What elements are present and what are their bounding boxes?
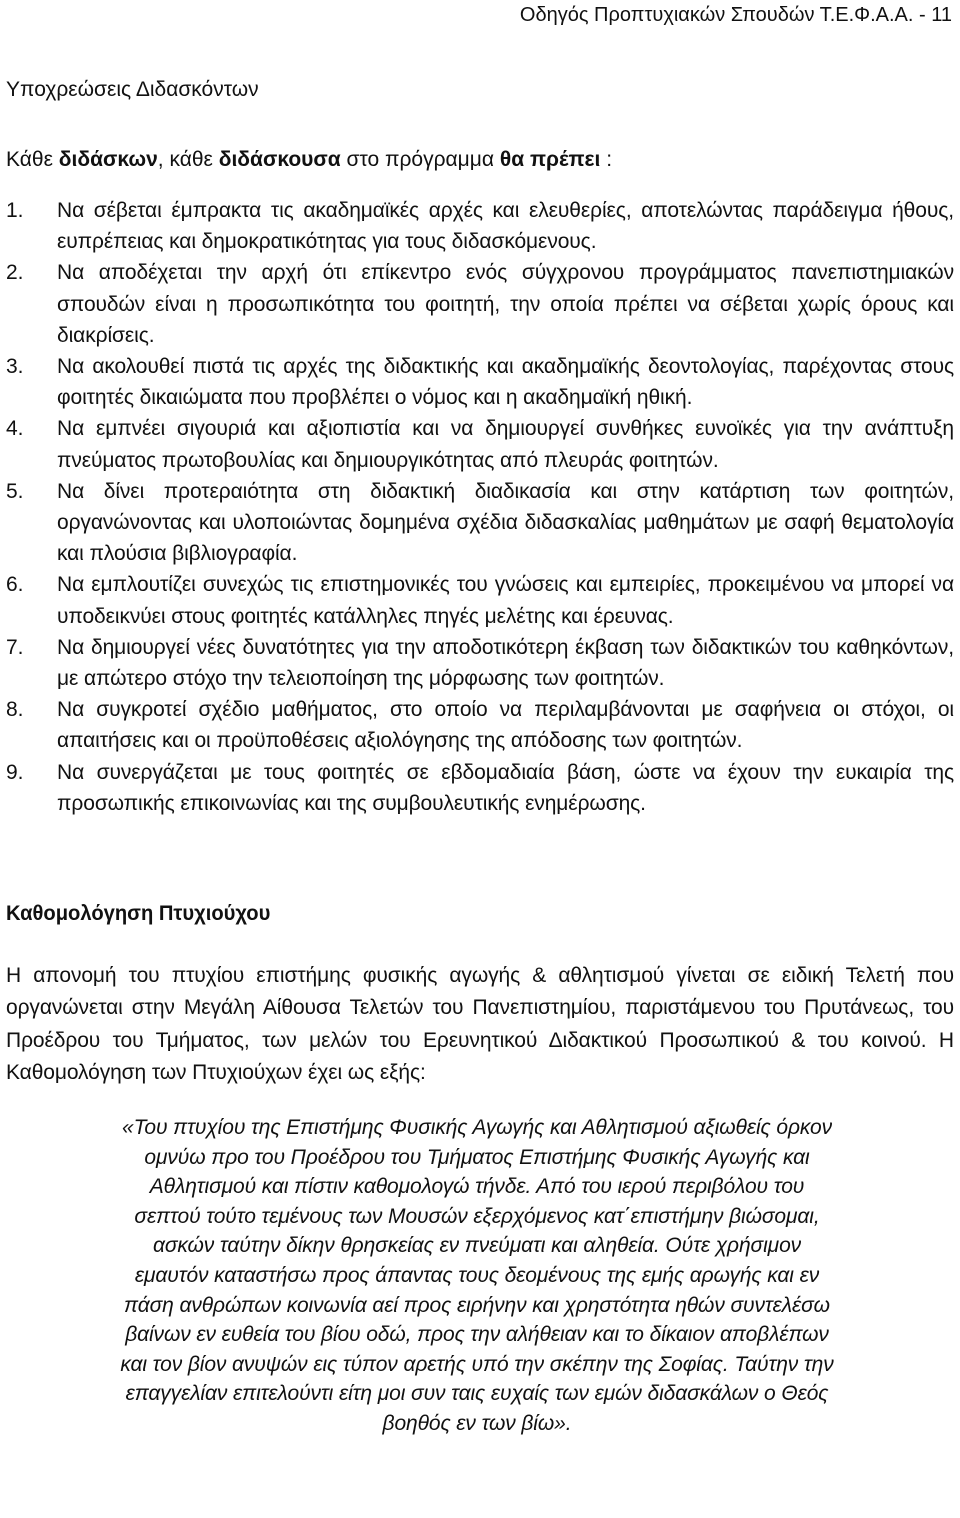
list-item	[6, 351, 954, 413]
intro-bold-3: θα πρέπει	[499, 148, 601, 171]
item-number: 6.	[6, 573, 24, 597]
item-text: Να δίνει προτεραιότητα στη διδακτική διαδικασία και στην κατάρτιση των φοιτητών, οργανώνοντας και υλοποιώντας δομημένα σχέδια διδασκαλίας μαθημάτων με σαφή θεματολογία και πλούσια βιβλιογραφία.	[57, 479, 954, 566]
list-item	[6, 195, 954, 257]
item-text: Να αποδέχεται την αρχή ότι επίκεντρο ενός σύγχρονου προγράμματος πανεπιστημιακών σπουδών είναι η προσωπικότητα του φοιτητή, την οποία πρέπει να σέβεται χωρίς όρους και διακρίσεις.	[57, 261, 954, 347]
running-header: Οδηγός Προπτυχιακών Σπουδών Τ.Ε.Φ.Α.Α. - 11	[519, 4, 952, 26]
item-number: 8.	[6, 698, 24, 722]
item-text: Να ακολουθεί πιστά τις αρχές της διδακτικής και ακαδημαϊκής δεοντολογίας, παρέχοντας στους φοιτητές δικαιώματα που προβλέπει ο νόμος και η ακαδημαϊκή ηθική.	[57, 355, 954, 410]
item-number: 3.	[6, 355, 24, 379]
list-item	[6, 632, 954, 694]
intro-text-4: :	[600, 148, 613, 171]
item-text: Να εμπλουτίζει συνεχώς τις επιστημονικές του γνώσεις και εμπειρίες, προκειμένου να μπορεί να υποδεικνύει στους φοιτητές κατάλληλες πηγές μελέτης και έρευνας.	[57, 573, 954, 628]
intro-bold-1: διδάσκων	[58, 148, 158, 171]
oath-quote: «Του πτυχίου της Επιστήμης Φυσικής Αγωγής και Αθλητισμού αξιωθείς όρκον ομνύω προ του Προέδρου του Τμήματος Επιστήμης Φυσικής Αγωγής και Αθλητισμού και πίστιν καθομολογώ τήνδε. Από του ιερού περιβόλου του σεπτού τούτο τεμένους των Μουσών εξερχόμενος κατ΄επιστήμην βιώσομαι, ασκών ταύτην δίκην θρησκείας εν πνεύματι και αληθεία. Ούτε χρήσιμον εμαυτόν καταστήσω προς άπαντας τους δεομένους της εμής αρωγής και εν πάση ανθρώπων κοινωνία αεί προς ειρήνην και χρηστότητα ηθών συντελέσω βαίνων εν ευθεία του βίου οδώ, προς την αλήθειαν και το δίκαιον αποβλέπων και τον βίον ανυψών εις τύπον αρετής υπό την σκέπην της Σοφίας. Ταύτην την επαγγελίαν επιτελούντι είτη μοι συν ταις ευχαίς των εμών διδασκάλων ο Θεός βοηθός εν των βίω».	[120, 1116, 834, 1435]
list-item	[6, 569, 954, 631]
item-text: Να σέβεται έμπρακτα τις ακαδημαϊκές αρχές και ελευθερίες, αποτελώντας παράδειγμα ήθους, ευπρέπειας και δημοκρατικότητας για τους διδασκόμενους.	[57, 199, 954, 254]
item-number: 5.	[6, 479, 24, 503]
item-number: 2.	[6, 261, 24, 285]
item-number: 1.	[6, 199, 24, 222]
list-item	[6, 757, 954, 819]
obligations-heading: Υποχρεώσεις Διδασκόντων	[6, 78, 259, 101]
item-text: Να εμπνέει σιγουριά και αξιοπιστία και να δημιουργεί συνθήκες ευνοϊκές για την ανάπτυξη πνεύματος πρωτοβουλίας και δημιουργικότητας από πλευράς φοιτητών.	[57, 417, 954, 472]
item-text: Να συγκροτεί σχέδιο μαθήματος, στο οποίο να περιλαμβάνονται με σαφήνεια οι στόχοι, οι απαιτήσεις και οι προϋποθέσεις αξιολόγησης της απόδοσης των φοιτητών.	[57, 698, 954, 753]
graduation-heading: Καθομολόγηση Πτυχιούχου	[6, 902, 271, 925]
list-item	[6, 257, 954, 351]
list-item	[6, 476, 954, 570]
list-item	[6, 694, 954, 756]
item-number: 9.	[6, 760, 24, 784]
obligations-intro	[6, 146, 612, 174]
intro-text-1: Κάθε	[6, 148, 59, 171]
item-text: Να συνεργάζεται με τους φοιτητές σε εβδομαδιαία βάση, ώστε να έχουν την ευκαιρία της προσωπικής επικοινωνίας και της συμβουλευτικής ενημέρωσης.	[57, 760, 954, 815]
item-text: Να δημιουργεί νέες δυνατότητες για την αποδοτικότερη έκβαση των διδακτικών του καθηκόντων, με απώτερο στόχο την τελειοποίηση της μόρφωσης των φοιτητών.	[57, 635, 954, 691]
intro-text-2: , κάθε	[157, 148, 219, 171]
graduation-paragraph: Η απονομή του πτυχίου επιστήμης φυσικής αγωγής & αθλητισμού γίνεται σε ειδική Τελετή που οργανώνεται στην Μεγάλη Αίθουσα Τελετών του Πανεπιστημίου, παριστάμενου του Πρυτάνεως, του Προέδρου του Τμήματος, των μελών του Ερευνητικού Διδακτικού Προσωπικού & του κοινού. Η Καθομολόγηση των Πτυχιούχων έχει ως εξής:	[6, 964, 954, 1085]
intro-text-3: στο πρόγραμμα	[340, 148, 500, 171]
list-item	[6, 413, 954, 475]
item-number: 7.	[6, 635, 24, 659]
obligations-list	[6, 195, 954, 819]
intro-bold-2: διδάσκουσα	[218, 148, 341, 171]
item-number: 4.	[6, 417, 24, 441]
